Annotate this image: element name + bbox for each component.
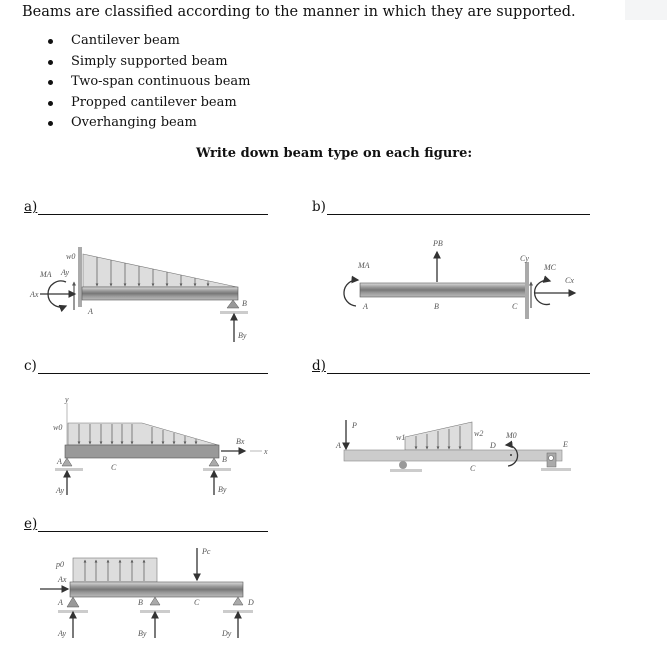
svg-text:B: B	[138, 598, 143, 607]
svg-text:MC: MC	[544, 263, 556, 272]
answer-label: d)	[312, 358, 326, 374]
instruction: Write down beam type on each figure:	[196, 146, 473, 161]
svg-text:Ay: Ay	[56, 486, 64, 495]
svg-text:w0: w0	[53, 423, 63, 432]
svg-text:A: A	[336, 441, 341, 450]
list-item: Simply supported beam	[0, 52, 251, 73]
svg-text:D: D	[248, 598, 254, 607]
svg-text:Pc: Pc	[202, 547, 211, 556]
svg-text:w1: w1	[396, 433, 406, 442]
svg-text:x: x	[264, 447, 268, 456]
list-item: Propped cantilever beam	[0, 93, 251, 114]
svg-text:D: D	[490, 441, 496, 450]
svg-text:C: C	[470, 464, 476, 473]
svg-text:Ax: Ax	[58, 575, 67, 584]
svg-text:A: A	[57, 457, 62, 466]
svg-text:A: A	[58, 598, 63, 607]
svg-text:M0: M0	[506, 431, 517, 440]
figure-b-fixed-fixed	[344, 239, 575, 319]
svg-text:Cy: Cy	[520, 254, 529, 263]
answer-label: c)	[24, 358, 37, 374]
figure-d-overhanging	[335, 420, 571, 473]
heading: Beams are classified according to the manner in which they are supported.	[22, 4, 576, 20]
svg-text:w0: w0	[66, 252, 76, 261]
svg-text:C: C	[512, 302, 518, 311]
answer-label: b)	[312, 199, 326, 215]
svg-text:E: E	[563, 440, 568, 449]
answer-label: a)	[24, 199, 38, 215]
svg-text:A: A	[88, 307, 93, 316]
svg-text:PB: PB	[433, 239, 443, 248]
svg-text:Dy: Dy	[222, 629, 232, 638]
svg-text:By: By	[218, 485, 227, 494]
svg-text:MA: MA	[40, 270, 52, 279]
svg-text:w2: w2	[474, 429, 484, 438]
svg-text:Bx: Bx	[236, 437, 245, 446]
svg-text:B: B	[222, 455, 227, 464]
list-item: Overhanging beam	[0, 113, 251, 134]
svg-text:B: B	[242, 299, 247, 308]
svg-text:p0: p0	[56, 560, 64, 569]
figure-a-cantilever-with-prop	[29, 247, 248, 342]
svg-text:B: B	[434, 302, 439, 311]
svg-text:y: y	[65, 395, 69, 404]
svg-text:Cx: Cx	[565, 276, 574, 285]
list-item: Two-span continuous beam	[0, 72, 251, 93]
svg-text:P: P	[352, 421, 357, 430]
svg-text:Ay: Ay	[58, 629, 66, 638]
list-item: Cantilever beam	[0, 31, 251, 52]
svg-text:A: A	[363, 302, 368, 311]
figure-e-continuous	[40, 547, 254, 638]
svg-text:Ay: Ay	[61, 268, 69, 277]
svg-text:MA: MA	[358, 261, 370, 270]
svg-text:By: By	[238, 331, 247, 340]
svg-text:By: By	[138, 629, 147, 638]
answer-label: e)	[24, 516, 38, 532]
svg-text:C: C	[194, 598, 200, 607]
svg-text:C: C	[111, 463, 117, 472]
svg-text:Ax: Ax	[30, 290, 39, 299]
figure-c-simply-supported	[53, 395, 268, 495]
